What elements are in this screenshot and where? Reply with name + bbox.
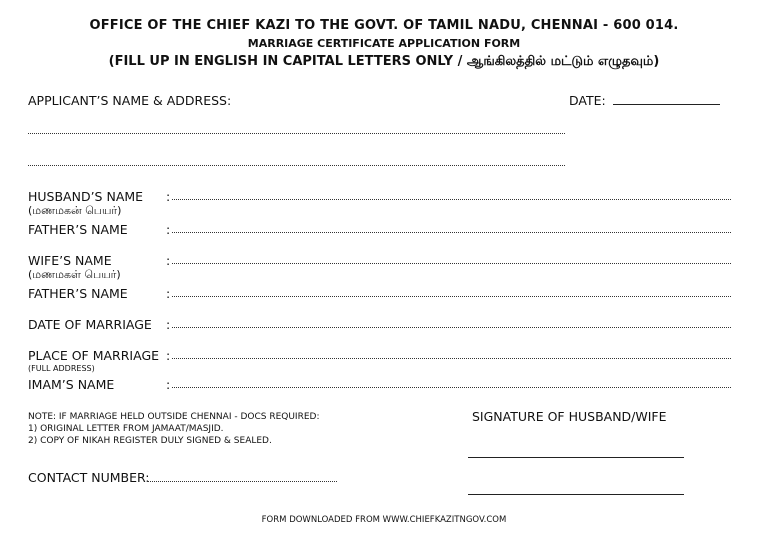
note-heading: NOTE: IF MARRIAGE HELD OUTSIDE CHENNAI - DOCS REQUIRED: bbox=[28, 412, 320, 422]
note-item-2: 2) COPY OF NIKAH REGISTER DULY SIGNED & SEALED. bbox=[28, 436, 272, 446]
colon: : bbox=[166, 222, 171, 237]
note-item-1: 1) ORIGINAL LETTER FROM JAMAAT/MASJID. bbox=[28, 424, 224, 434]
husband-father-name-field[interactable] bbox=[172, 232, 731, 233]
wife-father-name-label: FATHER’S NAME bbox=[28, 286, 128, 301]
date-of-marriage-field[interactable] bbox=[172, 327, 731, 328]
footer-download-note: FORM DOWNLOADED FROM WWW.CHIEFKAZITNGOV.COM bbox=[261, 515, 507, 525]
date-of-marriage-label: DATE OF MARRIAGE bbox=[28, 317, 152, 332]
colon: : bbox=[166, 286, 171, 301]
colon: : bbox=[166, 317, 171, 332]
wife-name-field[interactable] bbox=[172, 263, 731, 264]
place-of-marriage-label: PLACE OF MARRIAGE bbox=[28, 348, 160, 363]
husband-name-field[interactable] bbox=[172, 199, 731, 200]
wife-father-name-field[interactable] bbox=[172, 296, 731, 297]
husband-name-tamil-label: (மணமகன் பெயர்) bbox=[28, 204, 122, 217]
signature-line-1[interactable] bbox=[468, 457, 684, 458]
contact-number-field[interactable] bbox=[147, 481, 337, 482]
colon: : bbox=[166, 377, 171, 392]
language-instruction: (FILL UP IN ENGLISH IN CAPITAL LETTERS ONLY / ஆங்கிலத்தில் மட்டும் எழுதவும்) bbox=[108, 54, 660, 69]
wife-name-label: WIFE’S NAME bbox=[28, 253, 112, 268]
full-address-note: (FULL ADDRESS) bbox=[28, 364, 95, 373]
signature-line-2[interactable] bbox=[468, 494, 684, 495]
signature-label: SIGNATURE OF HUSBAND/WIFE bbox=[472, 409, 667, 424]
colon: : bbox=[166, 348, 171, 363]
office-heading: OFFICE OF THE CHIEF KAZI TO THE GOVT. OF TAMIL NADU, CHENNAI - 600 014. bbox=[89, 18, 679, 33]
wife-name-tamil-label: (மணமகள் பெயர்) bbox=[28, 268, 121, 281]
contact-number-label: CONTACT NUMBER: bbox=[28, 470, 150, 485]
place-of-marriage-field[interactable] bbox=[172, 358, 731, 359]
imam-name-label: IMAM’S NAME bbox=[28, 377, 115, 392]
colon: : bbox=[166, 189, 171, 204]
colon: : bbox=[166, 253, 171, 268]
form-title: MARRIAGE CERTIFICATE APPLICATION FORM bbox=[247, 37, 521, 50]
imam-name-field[interactable] bbox=[172, 387, 731, 388]
husband-name-label: HUSBAND’S NAME bbox=[28, 189, 144, 204]
applicant-address-line-1[interactable] bbox=[28, 133, 565, 134]
applicant-address-line-2[interactable] bbox=[28, 165, 565, 166]
applicant-name-address-label: APPLICANT’S NAME & ADDRESS: bbox=[28, 93, 232, 108]
date-field[interactable] bbox=[613, 104, 720, 105]
date-label: DATE: bbox=[569, 93, 606, 108]
husband-father-name-label: FATHER’S NAME bbox=[28, 222, 128, 237]
